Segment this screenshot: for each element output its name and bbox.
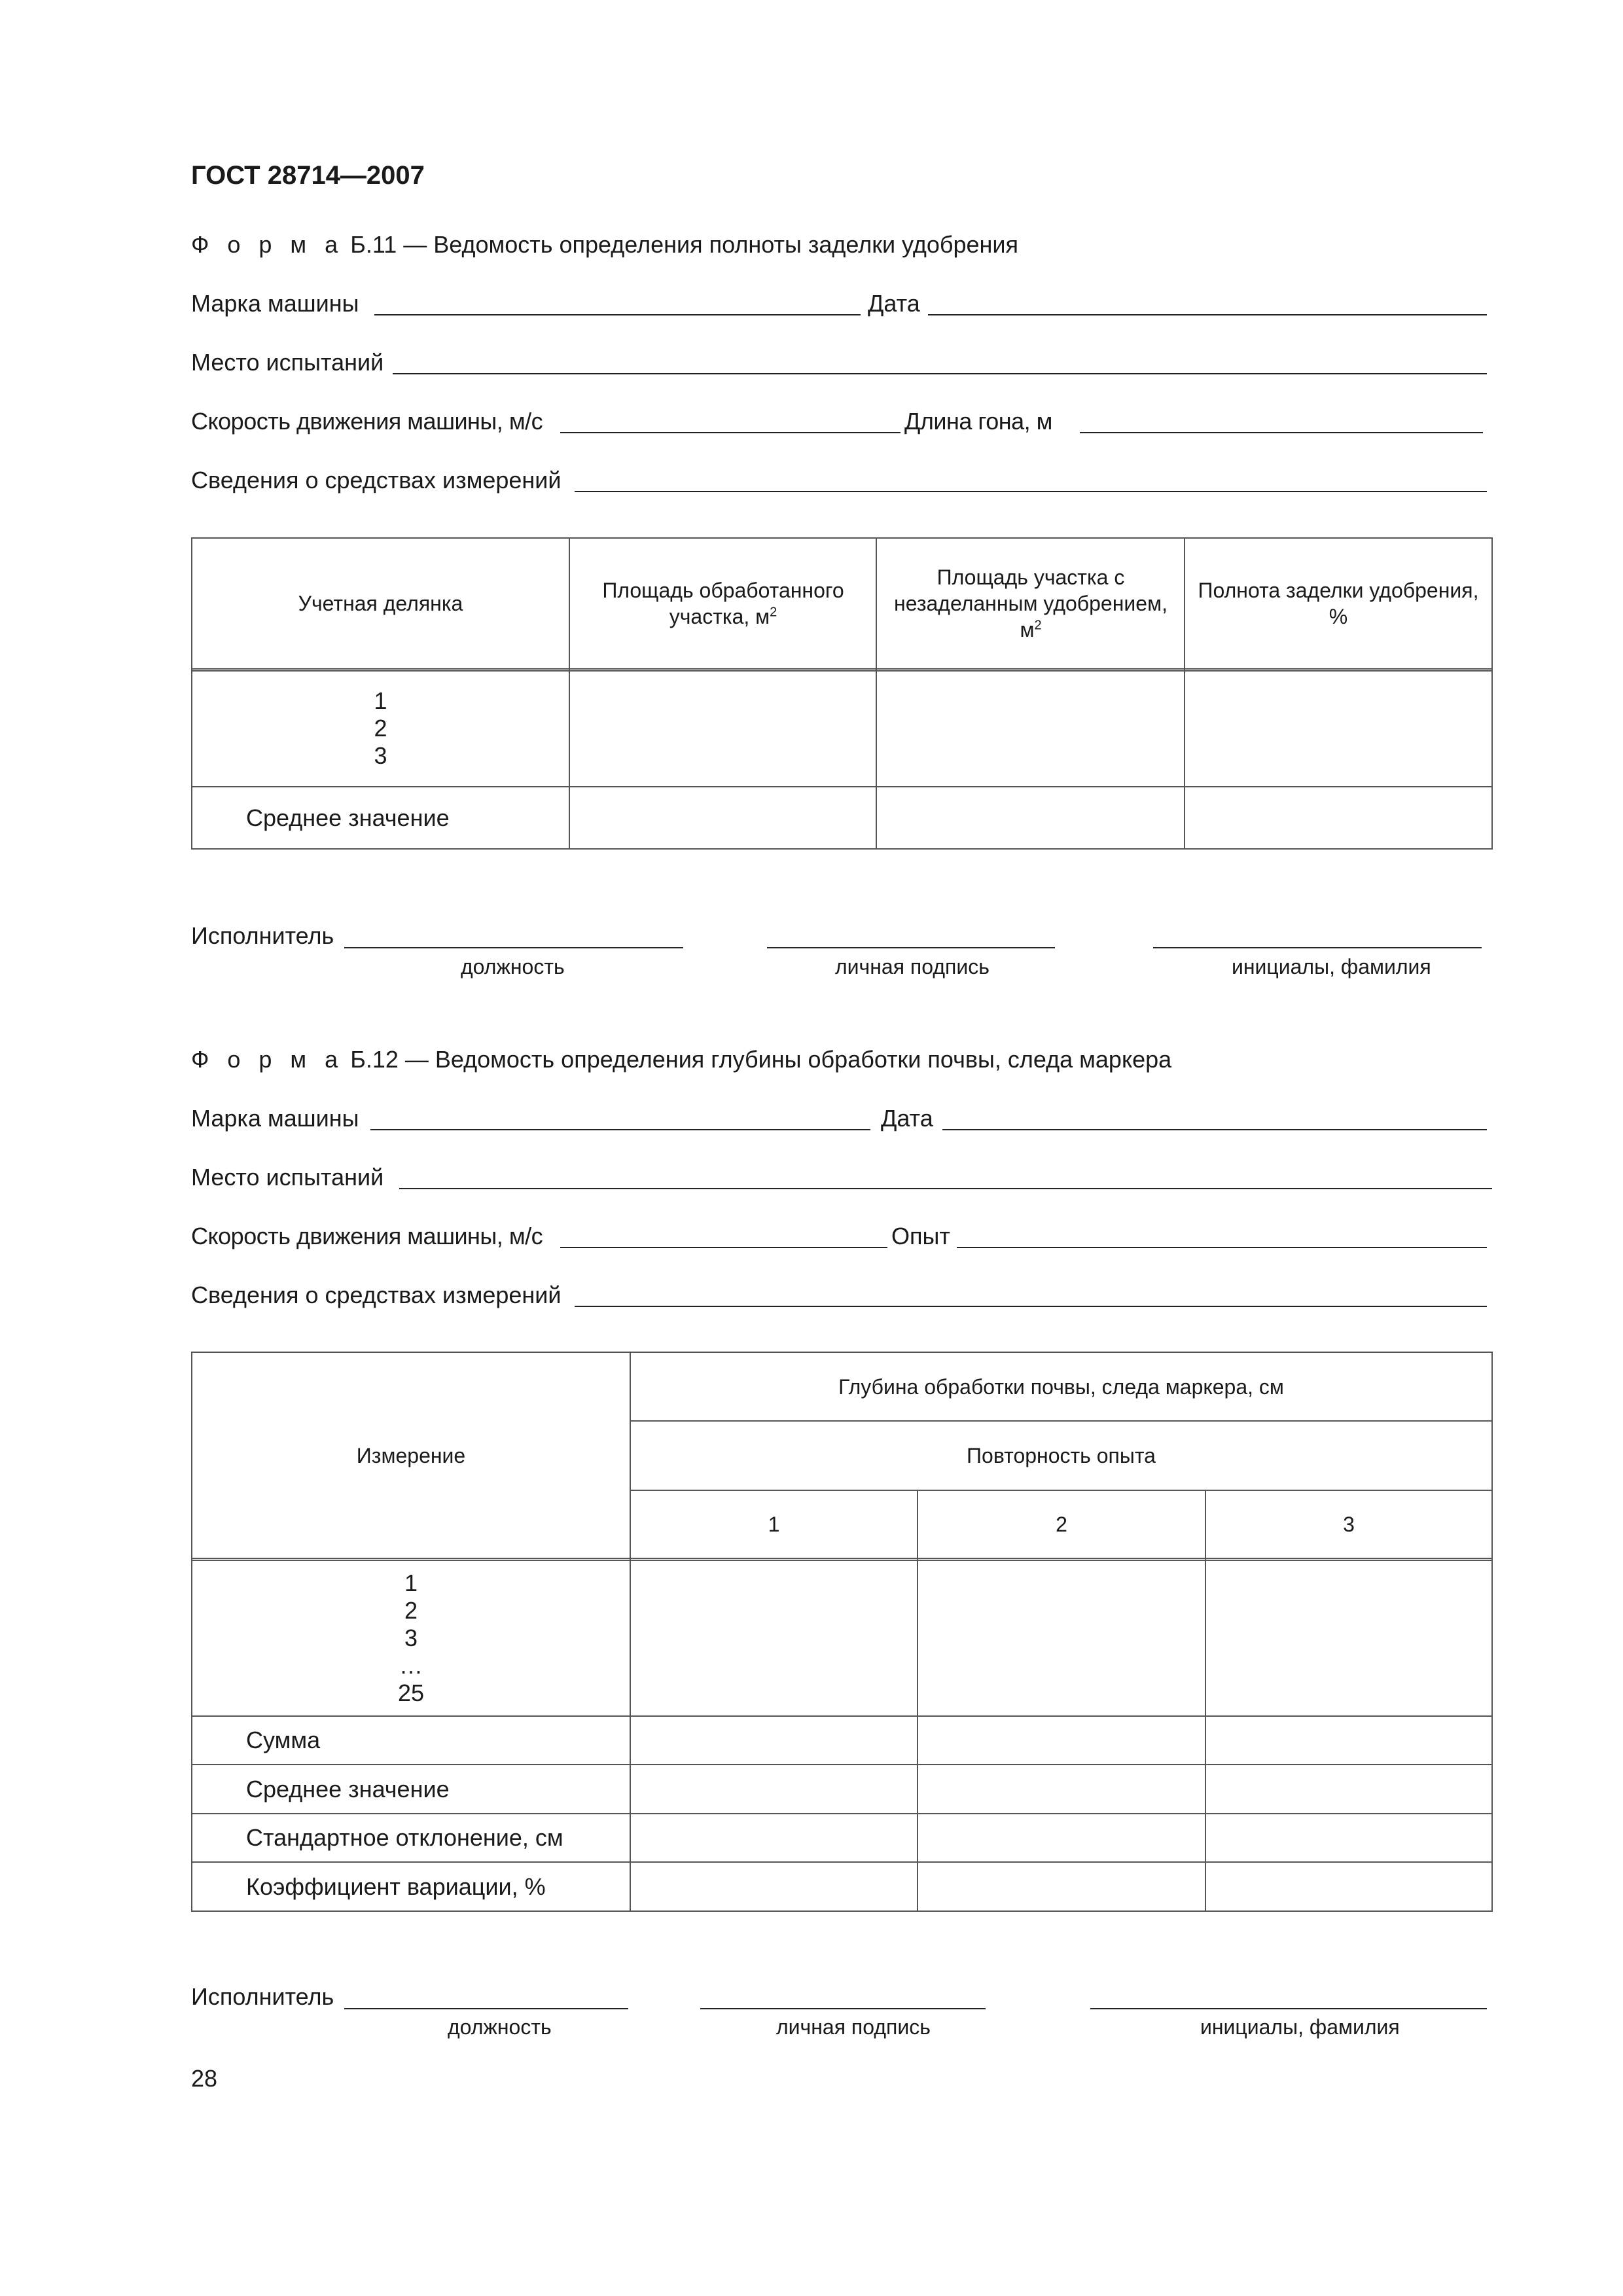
form2-date-input[interactable] [942,1129,1487,1130]
form1-name-input[interactable] [1153,947,1482,948]
table-row-number: 3 [404,1624,418,1651]
form1-title-text: Б.11 — Ведомость определения полноты заделки удобрения [350,231,1019,258]
form1-instruments-label: Сведения о средствах измерений [191,467,562,493]
form2-signature-input[interactable] [700,2008,986,2009]
form2-row-sum: Сумма [246,1727,321,1753]
form2-row-numbers [192,1570,630,1707]
form1-speed-label: Скорость движения машины, м/с [191,408,543,435]
table-row-number: 2 [374,715,387,742]
form2-instruments-label: Сведения о средствах измерений [191,1282,562,1308]
form1-mean-row-label: Среднее значение [246,804,450,831]
form2-executor-label: Исполнитель [191,1983,334,2010]
form1-speed-input[interactable] [560,432,901,433]
form1-header-completeness: Полнота заделки удобрения, % [1198,579,1479,628]
table-row-number: 1 [374,687,387,714]
page-number: 28 [191,2065,218,2092]
form2-row-cv: Коэффициент вариации, % [246,1873,546,1900]
form2-place-label: Место испытаний [191,1164,384,1191]
form2-speed-label: Скорость движения машины, м/с [191,1223,543,1249]
form2-position-input[interactable] [344,2008,628,2009]
form1-title [191,230,1018,259]
form1-machine-input[interactable] [374,314,861,315]
form1-length-label: Длина гона, м [904,408,1052,435]
form1-signature-caption: личная подпись [835,955,990,978]
form2-experiment-input[interactable] [957,1247,1487,1248]
form1-date-label: Дата [868,290,920,317]
table-row-number: 2 [404,1597,418,1624]
table-row-number: 25 [397,1679,425,1706]
form2-row-stddev: Стандартное отклонение, см [246,1824,563,1851]
form1-header-plot: Учетная делянка [298,592,463,615]
form2-date-label: Дата [881,1105,933,1132]
form2-place-input[interactable] [399,1188,1492,1189]
form1-name-caption: инициалы, фамилия [1232,955,1431,978]
form2-signature-caption: личная подпись [776,2015,931,2039]
form1-instruments-input[interactable] [575,491,1487,492]
form1-prefix: Ф о р м а [191,231,344,258]
table-row-number: 3 [374,742,387,769]
form1-signature-input[interactable] [767,947,1055,948]
form2-name-input[interactable] [1090,2008,1487,2009]
form2-name-caption: инициалы, фамилия [1200,2015,1400,2039]
form1-place-input[interactable] [393,373,1487,374]
form2-prefix: Ф о р м а [191,1046,344,1073]
form1-position-caption: должность [461,955,565,978]
document-id: ГОСТ 28714—2007 [191,161,425,190]
form1-length-input[interactable] [1080,432,1483,433]
form2-position-caption: должность [448,2015,552,2039]
form2-title-text: Б.12 — Ведомость определения глубины обработки почвы, следа маркера [350,1046,1172,1073]
form2-header-measurement: Измерение [356,1443,466,1467]
form1-position-input[interactable] [344,947,683,948]
form2-speed-input[interactable] [560,1247,887,1248]
form1-executor-label: Исполнитель [191,922,334,949]
form1-place-label: Место испытаний [191,349,384,376]
form1-header-area-treated: Площадь обработанного участка, $м^2$ [602,579,844,628]
form2-header-repeat-3: 3 [1343,1513,1355,1536]
form1-date-input[interactable] [928,314,1487,315]
form2-header-repeat: Повторность опыта [967,1444,1156,1467]
table-row-number: 1 [404,1570,418,1596]
table-row-number: … [399,1652,423,1679]
form1-machine-label: Марка машины [191,290,359,317]
form2-experiment-label: Опыт [891,1223,950,1249]
form2-header-repeat-2: 2 [1056,1513,1067,1536]
form2-title [191,1045,1171,1074]
form2-row-mean: Среднее значение [246,1775,450,1803]
form1-header-area-untreated: Площадь участка с незаделанным удобрением, $м^2$ [894,565,1168,641]
form1-row-numbers [192,687,569,770]
form2-header-repeat-1: 1 [768,1513,780,1536]
form2-header-depth: Глубина обработки почвы, следа маркера, см [838,1374,1284,1399]
form2-machine-label: Марка машины [191,1105,359,1132]
form2-instruments-input[interactable] [575,1306,1487,1307]
form2-machine-input[interactable] [370,1129,870,1130]
